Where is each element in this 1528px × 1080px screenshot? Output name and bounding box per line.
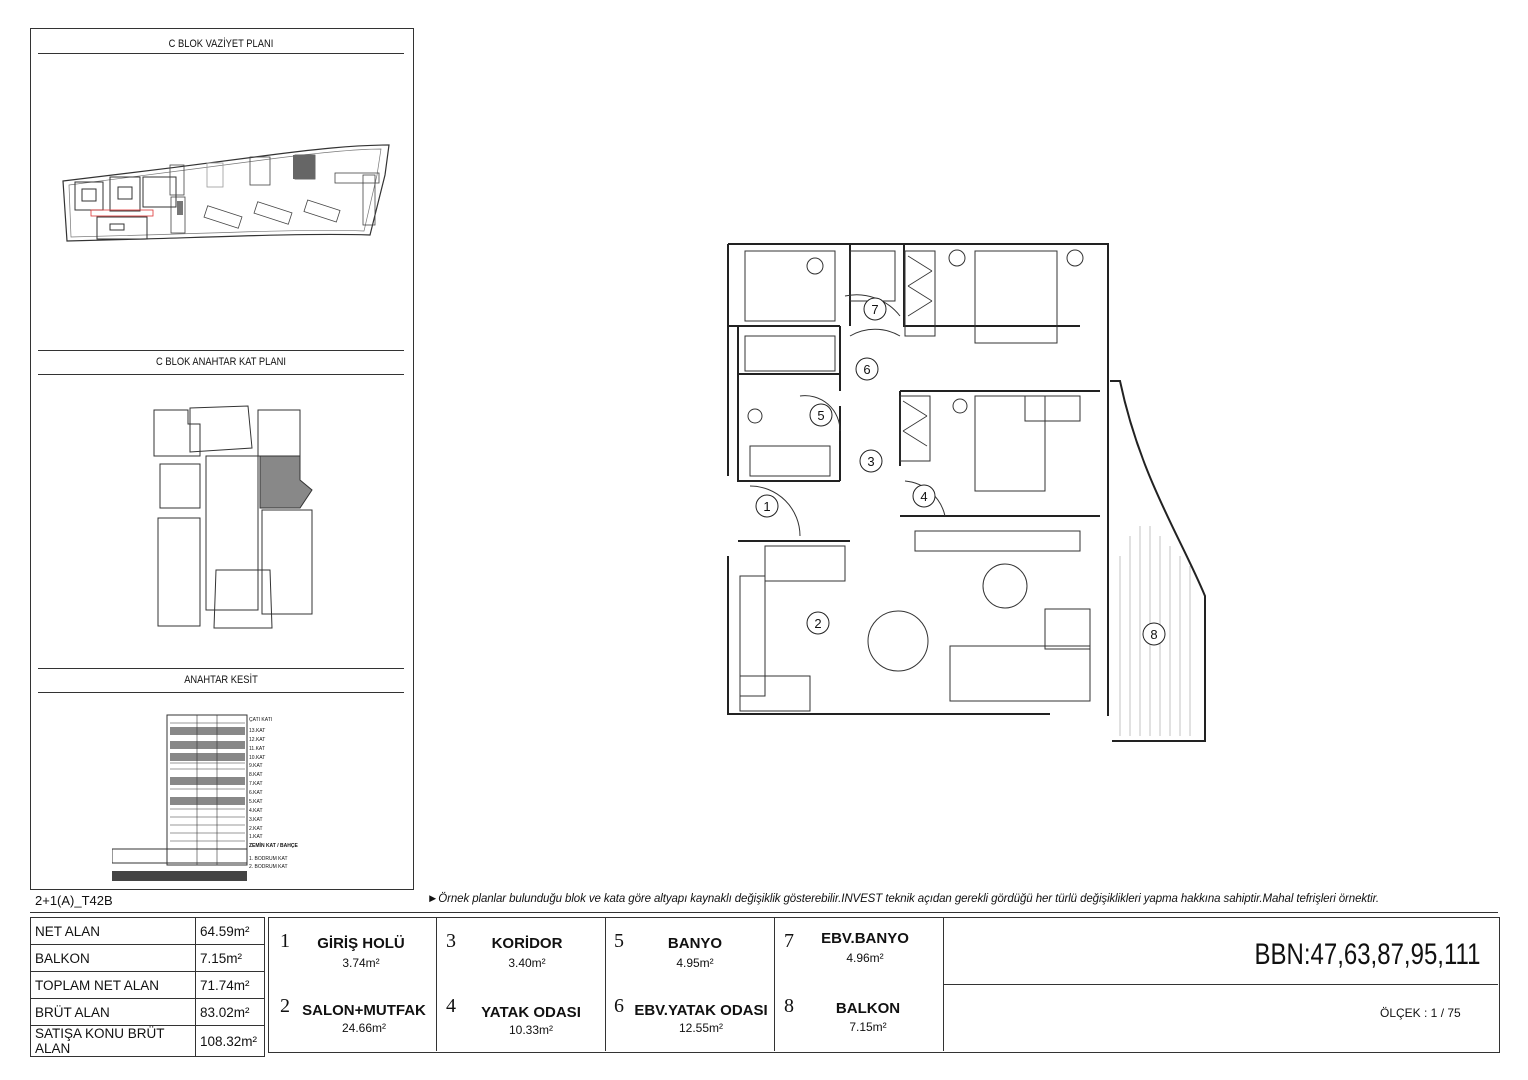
floor-label: 1. BODRUM KAT — [249, 856, 288, 862]
floor-label: 5.KAT — [249, 799, 263, 805]
area-label: NET ALAN — [31, 918, 196, 945]
room-marker-5: 5 — [817, 408, 825, 423]
room-area: 10.33m² — [508, 1023, 554, 1037]
room-area: 24.66m² — [341, 1021, 387, 1035]
floor-label: 8.KAT — [249, 772, 263, 778]
divider — [38, 350, 404, 351]
room-number: 5 — [614, 930, 624, 952]
room-name: BALKON — [835, 1000, 901, 1017]
apartment-floor-plan — [720, 236, 1220, 746]
table-row — [31, 972, 265, 999]
table-row — [31, 1026, 265, 1057]
divider — [38, 668, 404, 669]
table-row — [31, 945, 265, 972]
room-number: 1 — [280, 930, 290, 952]
area-table — [30, 917, 265, 1057]
area-value: 108.32m² — [196, 1026, 265, 1057]
floor-label: 11.KAT — [249, 746, 265, 752]
unit-code: 2+1(A)_T42B — [35, 893, 113, 908]
room-area: 7.15m² — [849, 1020, 887, 1034]
room-marker-4: 4 — [920, 489, 928, 504]
floor-label: 2. BODRUM KAT — [249, 864, 288, 870]
floor-label: 3.KAT — [249, 817, 263, 823]
room-number: 4 — [446, 995, 456, 1017]
floor-label: 1.KAT — [249, 834, 263, 840]
room-name: KORİDOR — [491, 935, 563, 952]
floor-label: 10.KAT — [249, 755, 266, 761]
area-value: 71.74m² — [196, 972, 265, 999]
area-label: BALKON — [31, 945, 196, 972]
floor-label: 2.KAT — [249, 826, 263, 832]
room-name: SALON+MUTFAK — [302, 1002, 426, 1019]
room-area: 12.55m² — [678, 1021, 724, 1035]
area-label: SATIŞA KONU BRÜT ALAN — [31, 1026, 196, 1057]
key-floor-plan-drawing — [140, 400, 330, 635]
room-name: EBV.YATAK ODASI — [634, 1002, 768, 1019]
divider — [38, 692, 404, 693]
divider — [30, 912, 1498, 913]
floor-label: ZEMİN KAT / BAHÇE — [249, 843, 298, 849]
room-area: 4.96m² — [846, 951, 884, 965]
room-area: 4.95m² — [676, 956, 714, 970]
area-value: 7.15m² — [196, 945, 265, 972]
bbn-number: BBN:47,63,87,95,111 — [1254, 938, 1480, 971]
divider — [774, 917, 775, 1051]
section-title: ANAHTAR KESİT — [184, 674, 258, 686]
room-marker-3: 3 — [867, 454, 875, 469]
floor-label: 4.KAT — [249, 808, 263, 814]
key-plan-title: C BLOK ANAHTAR KAT PLANI — [156, 356, 286, 368]
area-value: 64.59m² — [196, 918, 265, 945]
room-number: 2 — [280, 995, 290, 1017]
room-name: BANYO — [667, 935, 723, 952]
room-number: 8 — [784, 995, 794, 1017]
room-name: EBV.BANYO — [821, 930, 909, 947]
floor-label: 9.KAT — [249, 763, 263, 769]
floor-label: 7.KAT — [249, 781, 263, 787]
area-label: BRÜT ALAN — [31, 999, 196, 1026]
room-marker-2: 2 — [814, 616, 822, 631]
floor-label: 6.KAT — [249, 790, 263, 796]
room-number: 3 — [446, 930, 456, 952]
area-value: 83.02m² — [196, 999, 265, 1026]
divider — [605, 917, 606, 1051]
scale-label: ÖLÇEK : 1 / 75 — [1380, 1006, 1461, 1020]
room-marker-6: 6 — [863, 362, 871, 377]
floor-label: ÇATI KATI — [249, 717, 273, 723]
site-plan-title: C BLOK VAZİYET PLANI — [168, 38, 274, 50]
disclaimer-note: ►Örnek planlar bulunduğu blok ve kata göre altyapı kaynaklı değişiklik gösterebilir.INVEST teknik açıdan gerekli gördüğü her türlü değişiklikleri yapma hakkına sahiptir.Mahal tefrişleri örnektir. — [427, 893, 1379, 905]
divider — [38, 53, 404, 54]
floor-label: 13.KAT — [249, 728, 266, 734]
table-row — [31, 999, 265, 1026]
room-name: GİRİŞ HOLÜ — [317, 935, 405, 952]
room-area: 3.74m² — [342, 956, 380, 970]
room-number: 7 — [784, 930, 794, 952]
table-row — [31, 918, 265, 945]
divider — [38, 374, 404, 375]
floor-label: 12.KAT — [249, 737, 266, 743]
area-label: TOPLAM NET ALAN — [31, 972, 196, 999]
room-marker-7: 7 — [871, 302, 879, 317]
room-name: YATAK ODASI — [481, 1004, 581, 1021]
room-area: 3.40m² — [508, 956, 546, 970]
divider — [943, 984, 1498, 985]
room-marker-1: 1 — [763, 499, 771, 514]
key-section-drawing — [112, 705, 312, 885]
room-marker-8: 8 — [1150, 627, 1158, 642]
site-plan-drawing — [55, 135, 395, 250]
room-number: 6 — [614, 995, 624, 1017]
divider — [436, 917, 437, 1051]
